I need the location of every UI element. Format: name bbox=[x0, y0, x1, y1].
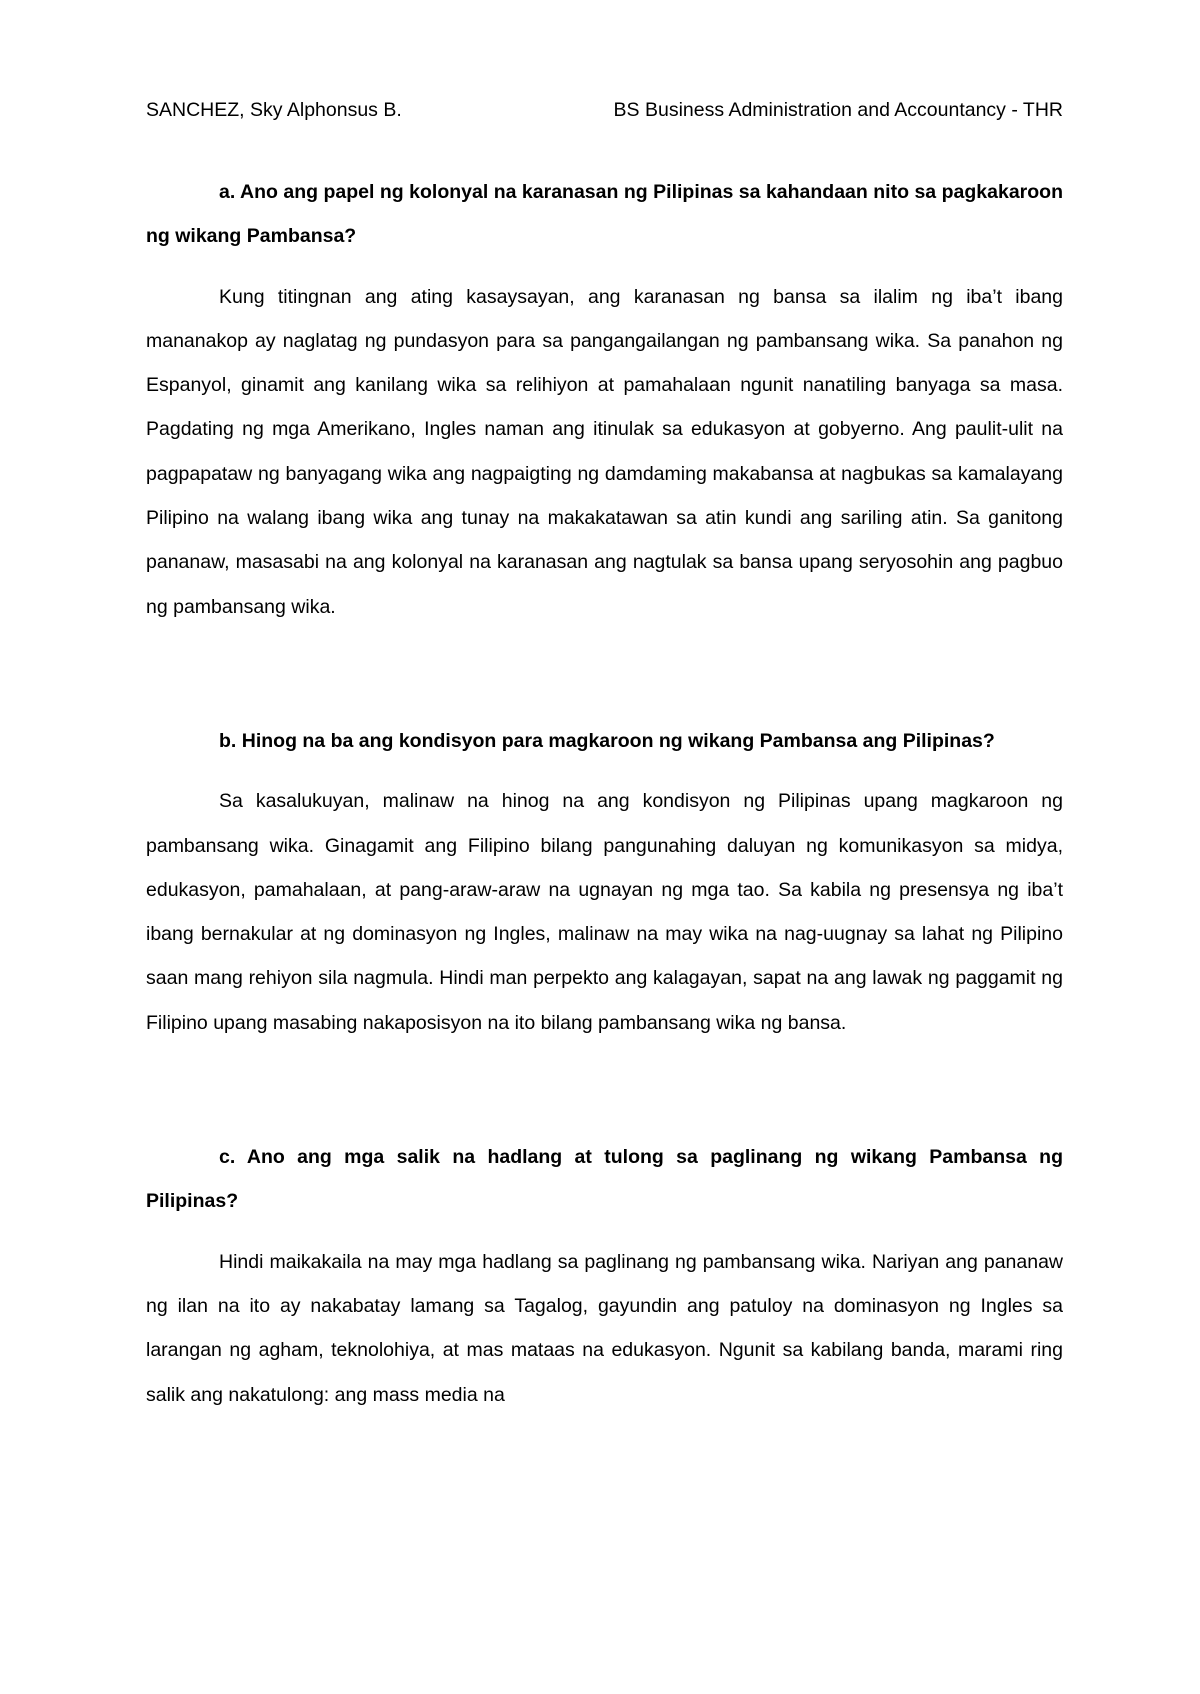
page-header bbox=[146, 97, 1063, 123]
document-body bbox=[146, 170, 1063, 1417]
question-c: c. Ano ang mga salik na hadlang at tulong sa paglinang ng wikang Pambansa ng Pilipinas? bbox=[146, 1146, 1063, 1213]
answer-c: Hindi maikakaila na may mga hadlang sa paglinang ng pambansang wika. Nariyan ang pananaw ng ilan na ito ay nakabatay lamang sa Tagalog, gayundin ang patuloy na dominasyon ng Ingles sa larangan ng agham, teknolohiya, at mas mataas na edukasyon. Ngunit sa kabilang banda, marami ring salik ang nakatulong: ang mass media na bbox=[146, 1250, 1063, 1406]
question-b: b. Hinog na ba ang kondisyon para magkaroon ng wikang Pambansa ang Pilipinas? bbox=[219, 729, 995, 752]
answer-b: Sa kasalukuyan, malinaw na hinog na ang kondisyon ng Pilipinas upang magkaroon ng pambansang wika. Ginagamit ang Filipino bilang pangunahing daluyan ng komunikasyon sa midya, edukasyon, pamahalaan, at pang-araw-araw na ugnayan ng mga tao. Sa kabila ng presensya ng iba’t ibang bernakular at ng dominasyon ng Ingles, malinaw na may wika na nag-uugnay sa lahat ng Pilipino saan mang rehiyon sila nagmula. Hindi man perpekto ang kalagayan, sapat na ang lawak ng paggamit ng Filipino upang masabing nakaposisyon na ito bilang pambansang wika ng bansa. bbox=[146, 790, 1063, 1034]
answer-a: Kung titingnan ang ating kasaysayan, ang karanasan ng bansa sa ilalim ng iba’t ibang mananakop ay naglatag ng pundasyon para sa pangangailangan ng pambansang wika. Sa panahon ng Espanyol, ginamit ang kanilang wika sa relihiyon at pamahalaan ngunit nanatiling banyaga sa masa. Pagdating ng mga Amerikano, Ingles naman ang itinulak sa edukasyon at gobyerno. Ang paulit-ulit na pagpapataw ng banyagang wika ang nagpaigting ng damdaming makabansa at nagbukas sa kamalayang Pilipino na walang ibang wika ang tunay na makakatawan sa atin kundi ang sariling atin. Sa ganitong pananaw, masasabi na ang kolonyal na karanasan ang nagtulak sa bansa upang seryosohin ang pagbuo ng pambansang wika. bbox=[146, 285, 1063, 618]
student-program: BS Business Administration and Accountancy - THR bbox=[613, 99, 1063, 121]
student-name: SANCHEZ, Sky Alphonsus B. bbox=[146, 99, 402, 121]
question-a: a. Ano ang papel ng kolonyal na karanasan ng Pilipinas sa kahandaan nito sa pagkakaroon ng wikang Pambansa? bbox=[146, 181, 1063, 248]
